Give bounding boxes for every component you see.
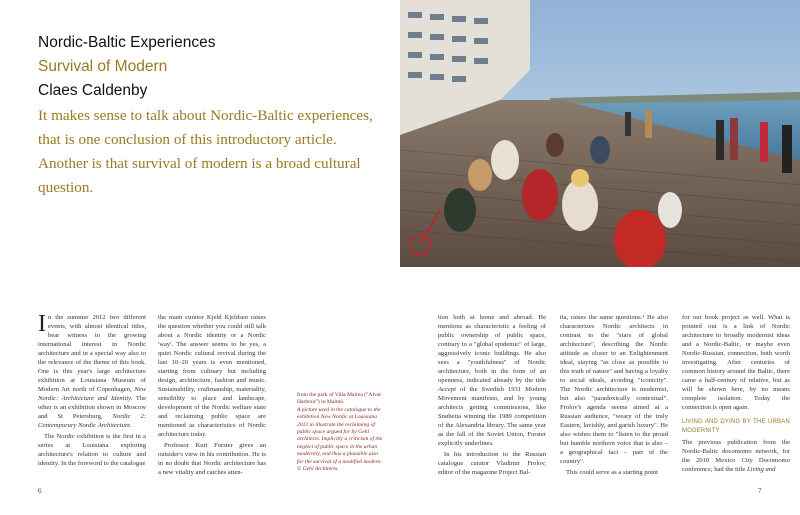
paragraph: tion both at home and abroad. He mentions as characteristic a feeling of public ownership of public space, contrary to a "global epidemic" of large, aggressively iconic buildings. He also sees a "youthfulness" of Nordic architecture, both in the form of an openness, indicated already by the title Accept of the Swedish 1931 Modern Movement manifesto, and by young architects getting commissions, like Snøhetta winning the 1989 competition of the Alexandria library. The same year as the fall of the Soviet Union, Forster explicitly underlines. <box>438 314 546 447</box>
paragraph: In the summer 2012 two different events, with almost identical titles, bear witness to the growing international interest in Nordic architecture and in a special way also to the relevance of the theme of this book. One is this year's large architecture exhibition at Louisiana Museum of Modern Art north of Copenhagen, New Nordic: Architecture and Identity. The other is an exhibition shown in Moscow and St Petersburg, Nordic 2: Contemporary Nordic Architecture. <box>38 311 147 429</box>
boardwalk-photo <box>400 0 800 267</box>
right-page <box>400 0 800 515</box>
paragraph: This could serve as a starting point <box>566 469 658 476</box>
page-number-right: 7 <box>758 487 762 495</box>
body-column-3 <box>438 313 546 477</box>
series-title: Nordic-Baltic Experiences <box>38 34 216 51</box>
body-column-1 <box>38 313 146 468</box>
section-heading: LIVING AND DYING BY THE URBAN MODERNITY <box>682 419 790 434</box>
lead-paragraph: It makes sense to talk about Nordic-Baltic experiences, that is one conclusion of this introductory article. Another is that survival of modern is a broad cultural question. <box>38 107 373 196</box>
caption-line: from the park of Villa Mairea ("Alvar Harbour") in Malmö. <box>297 392 382 406</box>
paragraph: In his introduction to the Russian catalogue curator Vladimir Frolov, editor of the magazine Project Bal- <box>438 451 546 476</box>
paragraph: The previous publication from the Nordic-Baltic docomomo network, for the 2010 Mexico City Docomomo conference, had the title Living and <box>682 439 790 473</box>
paragraph: for our book project as well. What is pointed out is a link of Nordic architecture to broadly modernist ideas and a Nordic-Baltic, or maybe even Nordic-Russian, connection, both worth investigating. After centuries of common history around the Baltic, there came a half-century of relative, but as will be shown here, by no means complete isolation. Today the connection is open again. <box>682 314 790 411</box>
body-column-4 <box>560 313 668 477</box>
paragraph: Professor Kurt Forster gives an outsider's view in his contribution. He is in no doubt that Nordic architecture has a new vitality and catches atten- <box>158 442 266 476</box>
paragraph: tia, raises the same questions.¹ He also characterizes Nordic architects in contrast to the "stars of global architecture", describing the Nordic attitude as closer to an Enlightenment ideal, staying "as close as possible to this truth of nature" and having a loyalty to social ideals, avoiding "iconicity". The Nordic architecture is modernist, but also "paradoxically contextual". Frolov's agenda seems aimed at a Russian audience, "weary of the truly Eastern, lavishly, and garish luxury". He also wishes them to "listen to the proud but humble northern voice that is also – a geographical fact – part of the country". <box>560 314 668 465</box>
article-subtitle: Survival of Modern <box>38 58 168 75</box>
page-number-left: 6 <box>38 487 42 495</box>
drop-cap: I <box>38 311 46 337</box>
caption-text: A picture used in the catalogue to the exhibition New Nordic at Louisiana 2012 to illustrate the reclaiming of public space argued for by Gehl architects. Implicitly a criticism of the neglect of public space in the urban modernity, and thus a plausible also for the survival of a modified modern. © Gehl Architects. <box>297 406 383 473</box>
photo-illustration <box>400 0 800 267</box>
author-name: Claes Caldenby <box>38 82 148 99</box>
article-header <box>38 34 383 200</box>
body-column-5 <box>682 313 790 474</box>
paragraph: The Nordic exhibition is the first in a series at Louisiana exploring architecture's relation to culture and identity. In the foreword to the catalogue <box>38 433 146 467</box>
body-column-2 <box>158 313 266 477</box>
photo-caption <box>297 392 383 473</box>
paragraph: the main curator Kjeld Kjeldsen raises the question whether you could still talk about a Nordic identity or a Nordic 'way'. The answer seems to be yes, a quiet Nordic cultural revival during the last 10–20 years is even mentioned, starting from culinary but including design, architecture, fashion and music. Sustainability, craftmanship, materiality, sensibility to place and landscape, development of the Nordic welfare state and reclaiming public space are mentioned as characteristics of Nordic architecture today. <box>158 314 266 438</box>
